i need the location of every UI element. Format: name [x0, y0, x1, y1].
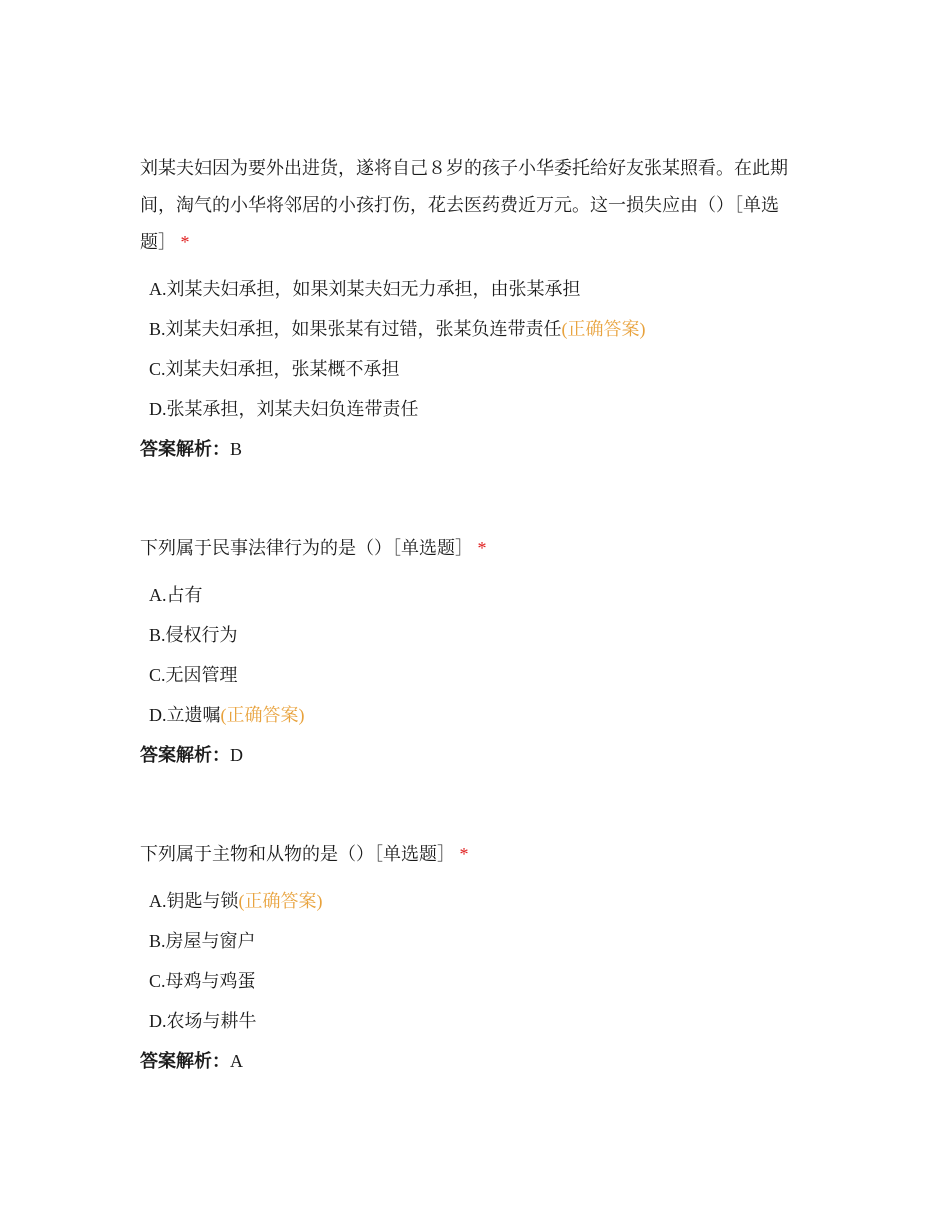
analysis-label: 答案解析： — [140, 439, 230, 459]
option-c: C.无因管理 — [149, 665, 238, 685]
option-d: D.立遗嘱(正确答案) — [149, 705, 305, 725]
answer-analysis — [140, 735, 812, 775]
analysis-label: 答案解析： — [140, 745, 230, 765]
question-stem: 下列属于民事法律行为的是（）［单选题］ * — [140, 538, 487, 558]
question-2 — [140, 530, 812, 775]
option-d: D.农场与耕牛 — [149, 1011, 257, 1031]
option-b: B.房屋与窗户 — [149, 931, 256, 951]
question-3 — [140, 836, 812, 1081]
question-stem: 下列属于主物和从物的是（）［单选题］ * — [140, 844, 469, 864]
option-c: C.刘某夫妇承担，张某概不承担 — [149, 359, 400, 379]
option-c: C.母鸡与鸡蛋 — [149, 971, 256, 991]
option-list — [140, 881, 812, 1041]
option-list — [140, 575, 812, 735]
analysis-label: 答案解析： — [140, 1051, 230, 1071]
analysis-value: D — [230, 745, 243, 765]
correct-answer-tag: (正确答案) — [220, 705, 305, 725]
question-stem: 刘某夫妇因为要外出进货，遂将自己８岁的孩子小华委托给好友张某照看。在此期间，淘气的小华将邻居的小孩打伤，花去医药费近万元。这一损失应由（）［单选题］ * — [140, 158, 788, 252]
question-1 — [140, 150, 812, 469]
option-a: A.钥匙与锁(正确答案) — [149, 891, 323, 911]
answer-analysis — [140, 429, 812, 469]
option-d: D.张某承担，刘某夫妇负连带责任 — [149, 399, 419, 419]
analysis-value: B — [230, 439, 243, 459]
answer-analysis — [140, 1041, 812, 1081]
correct-answer-tag: (正确答案) — [238, 891, 323, 911]
required-mark: * — [180, 232, 190, 252]
required-mark: * — [459, 844, 469, 864]
option-b: B.刘某夫妇承担，如果张某有过错，张某负连带责任(正确答案) — [149, 319, 646, 339]
required-mark: * — [477, 538, 487, 558]
option-a: A.刘某夫妇承担，如果刘某夫妇无力承担，由张某承担 — [149, 279, 581, 299]
option-list — [140, 269, 812, 429]
analysis-value: A — [230, 1051, 243, 1071]
option-b: B.侵权行为 — [149, 625, 238, 645]
correct-answer-tag: (正确答案) — [561, 319, 646, 339]
option-a: A.占有 — [149, 585, 203, 605]
